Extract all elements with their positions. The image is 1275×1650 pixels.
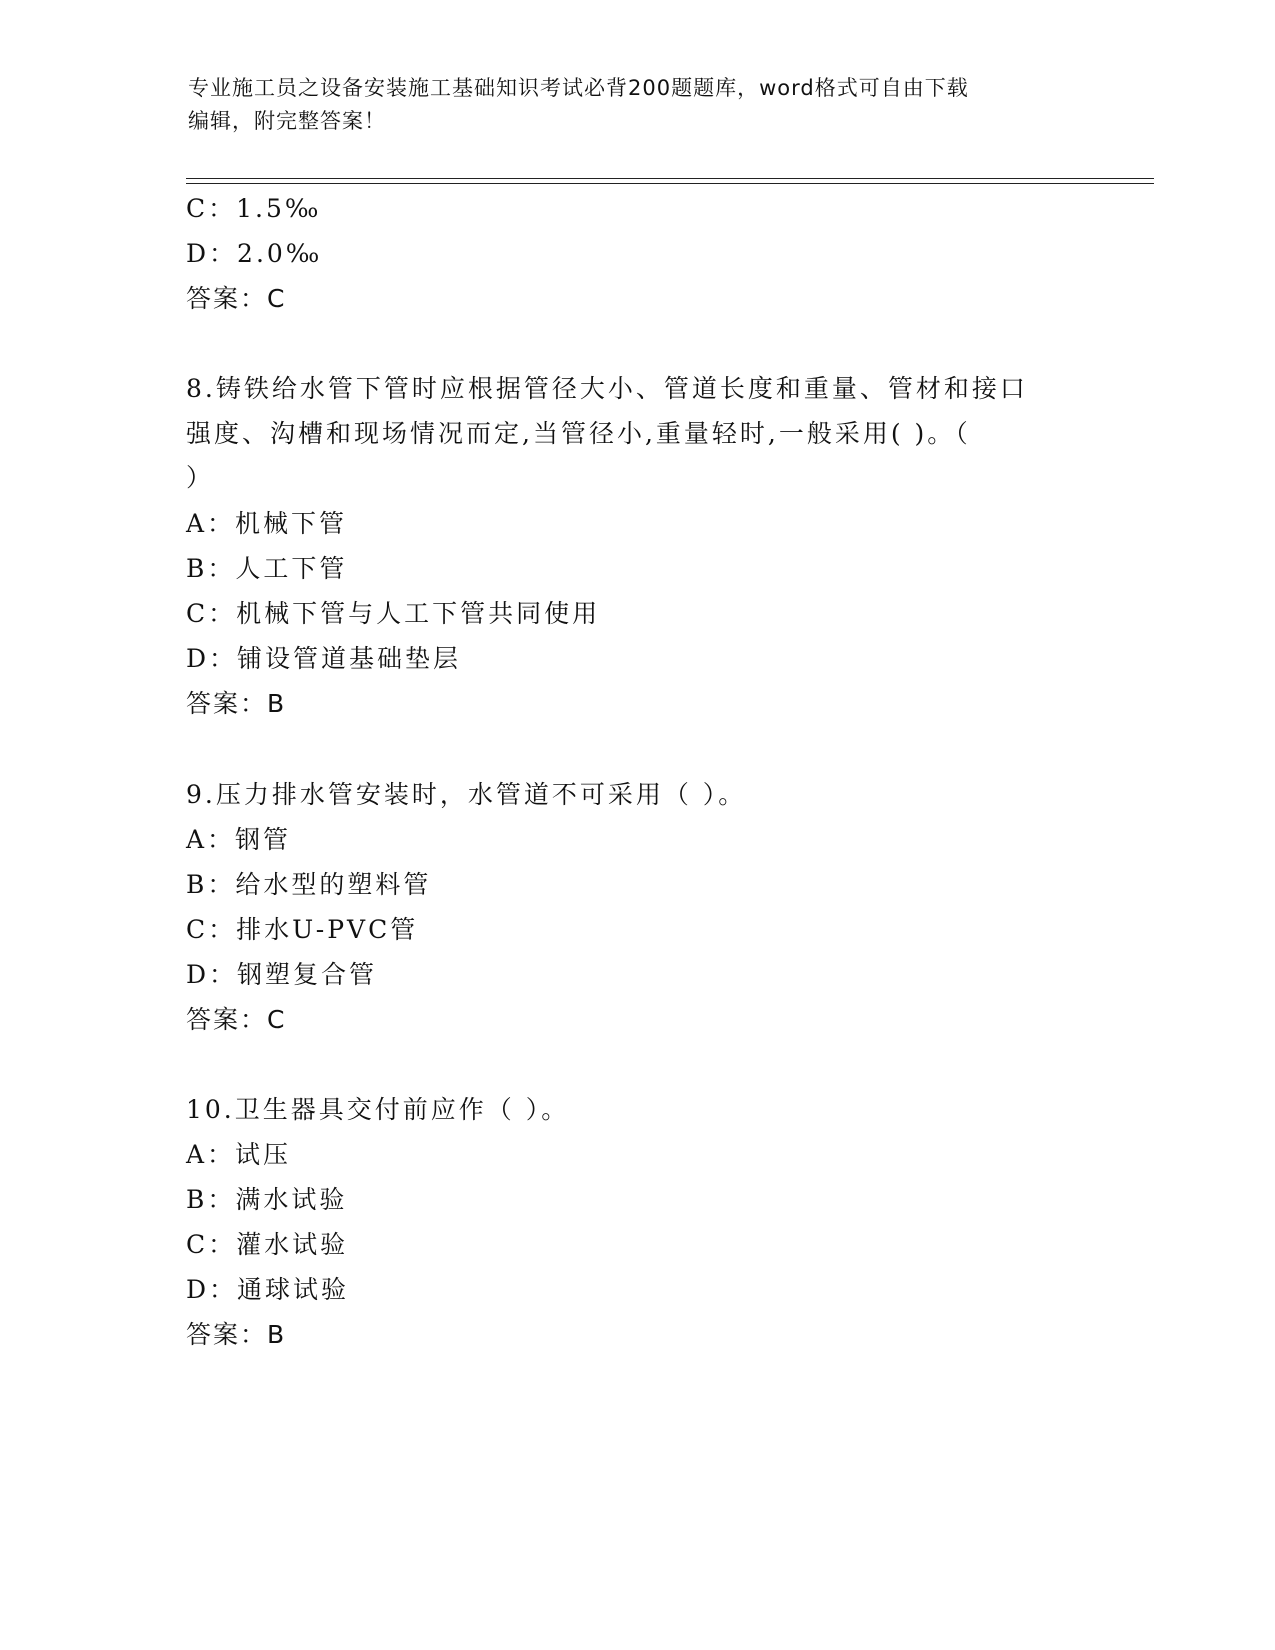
q8-option-c: C：机械下管与人工下管共同使用: [186, 599, 601, 628]
q8-stem-line-3: ）: [186, 463, 215, 492]
q8-stem-line-1: 8.铸铁给水管下管时应根据管径大小、管道长度和重量、管材和接口: [186, 374, 1028, 403]
q8-stem-line-2: 强度、沟槽和现场情况而定,当管径小,重量轻时,一般采用( )。（: [186, 419, 971, 448]
q9-answer: 答案：C: [186, 1005, 287, 1034]
q9-option-c: C：排水U-PVC管: [186, 915, 419, 944]
q10-option-b: B：满水试验: [186, 1185, 348, 1214]
q10-option-c: C：灌水试验: [186, 1230, 349, 1259]
q10-answer: 答案：B: [186, 1320, 287, 1349]
q9-option-d: D：钢塑复合管: [186, 960, 378, 989]
q7-option-c: C：1.5‰: [186, 194, 322, 223]
document-header: [188, 72, 1068, 138]
q9-option-a: A：钢管: [186, 825, 292, 854]
q10-option-d: D：通球试验: [186, 1275, 350, 1304]
q9-stem: 9.压力排水管安装时，水管道不可采用（ ）。: [186, 780, 747, 809]
q7-option-d: D：2.0‰: [186, 239, 323, 268]
header-divider-bottom: [186, 183, 1154, 184]
q9-option-b: B：给水型的塑料管: [186, 870, 432, 899]
q7-answer: 答案：C: [186, 284, 287, 313]
q8-answer: 答案：B: [186, 689, 287, 718]
header-title-line-1: 专业施工员之设备安装施工基础知识考试必背200题题库，word格式可自由下载: [188, 76, 969, 100]
header-title-line-2: 编辑，附完整答案！: [188, 109, 386, 133]
q8-option-d: D：铺设管道基础垫层: [186, 644, 462, 673]
q10-stem: 10.卫生器具交付前应作（ ）。: [186, 1095, 570, 1124]
q8-option-a: A：机械下管: [186, 509, 348, 538]
q10-option-a: A：试压: [186, 1140, 292, 1169]
q8-option-b: B：人工下管: [186, 554, 348, 583]
header-divider-top: [186, 178, 1154, 179]
